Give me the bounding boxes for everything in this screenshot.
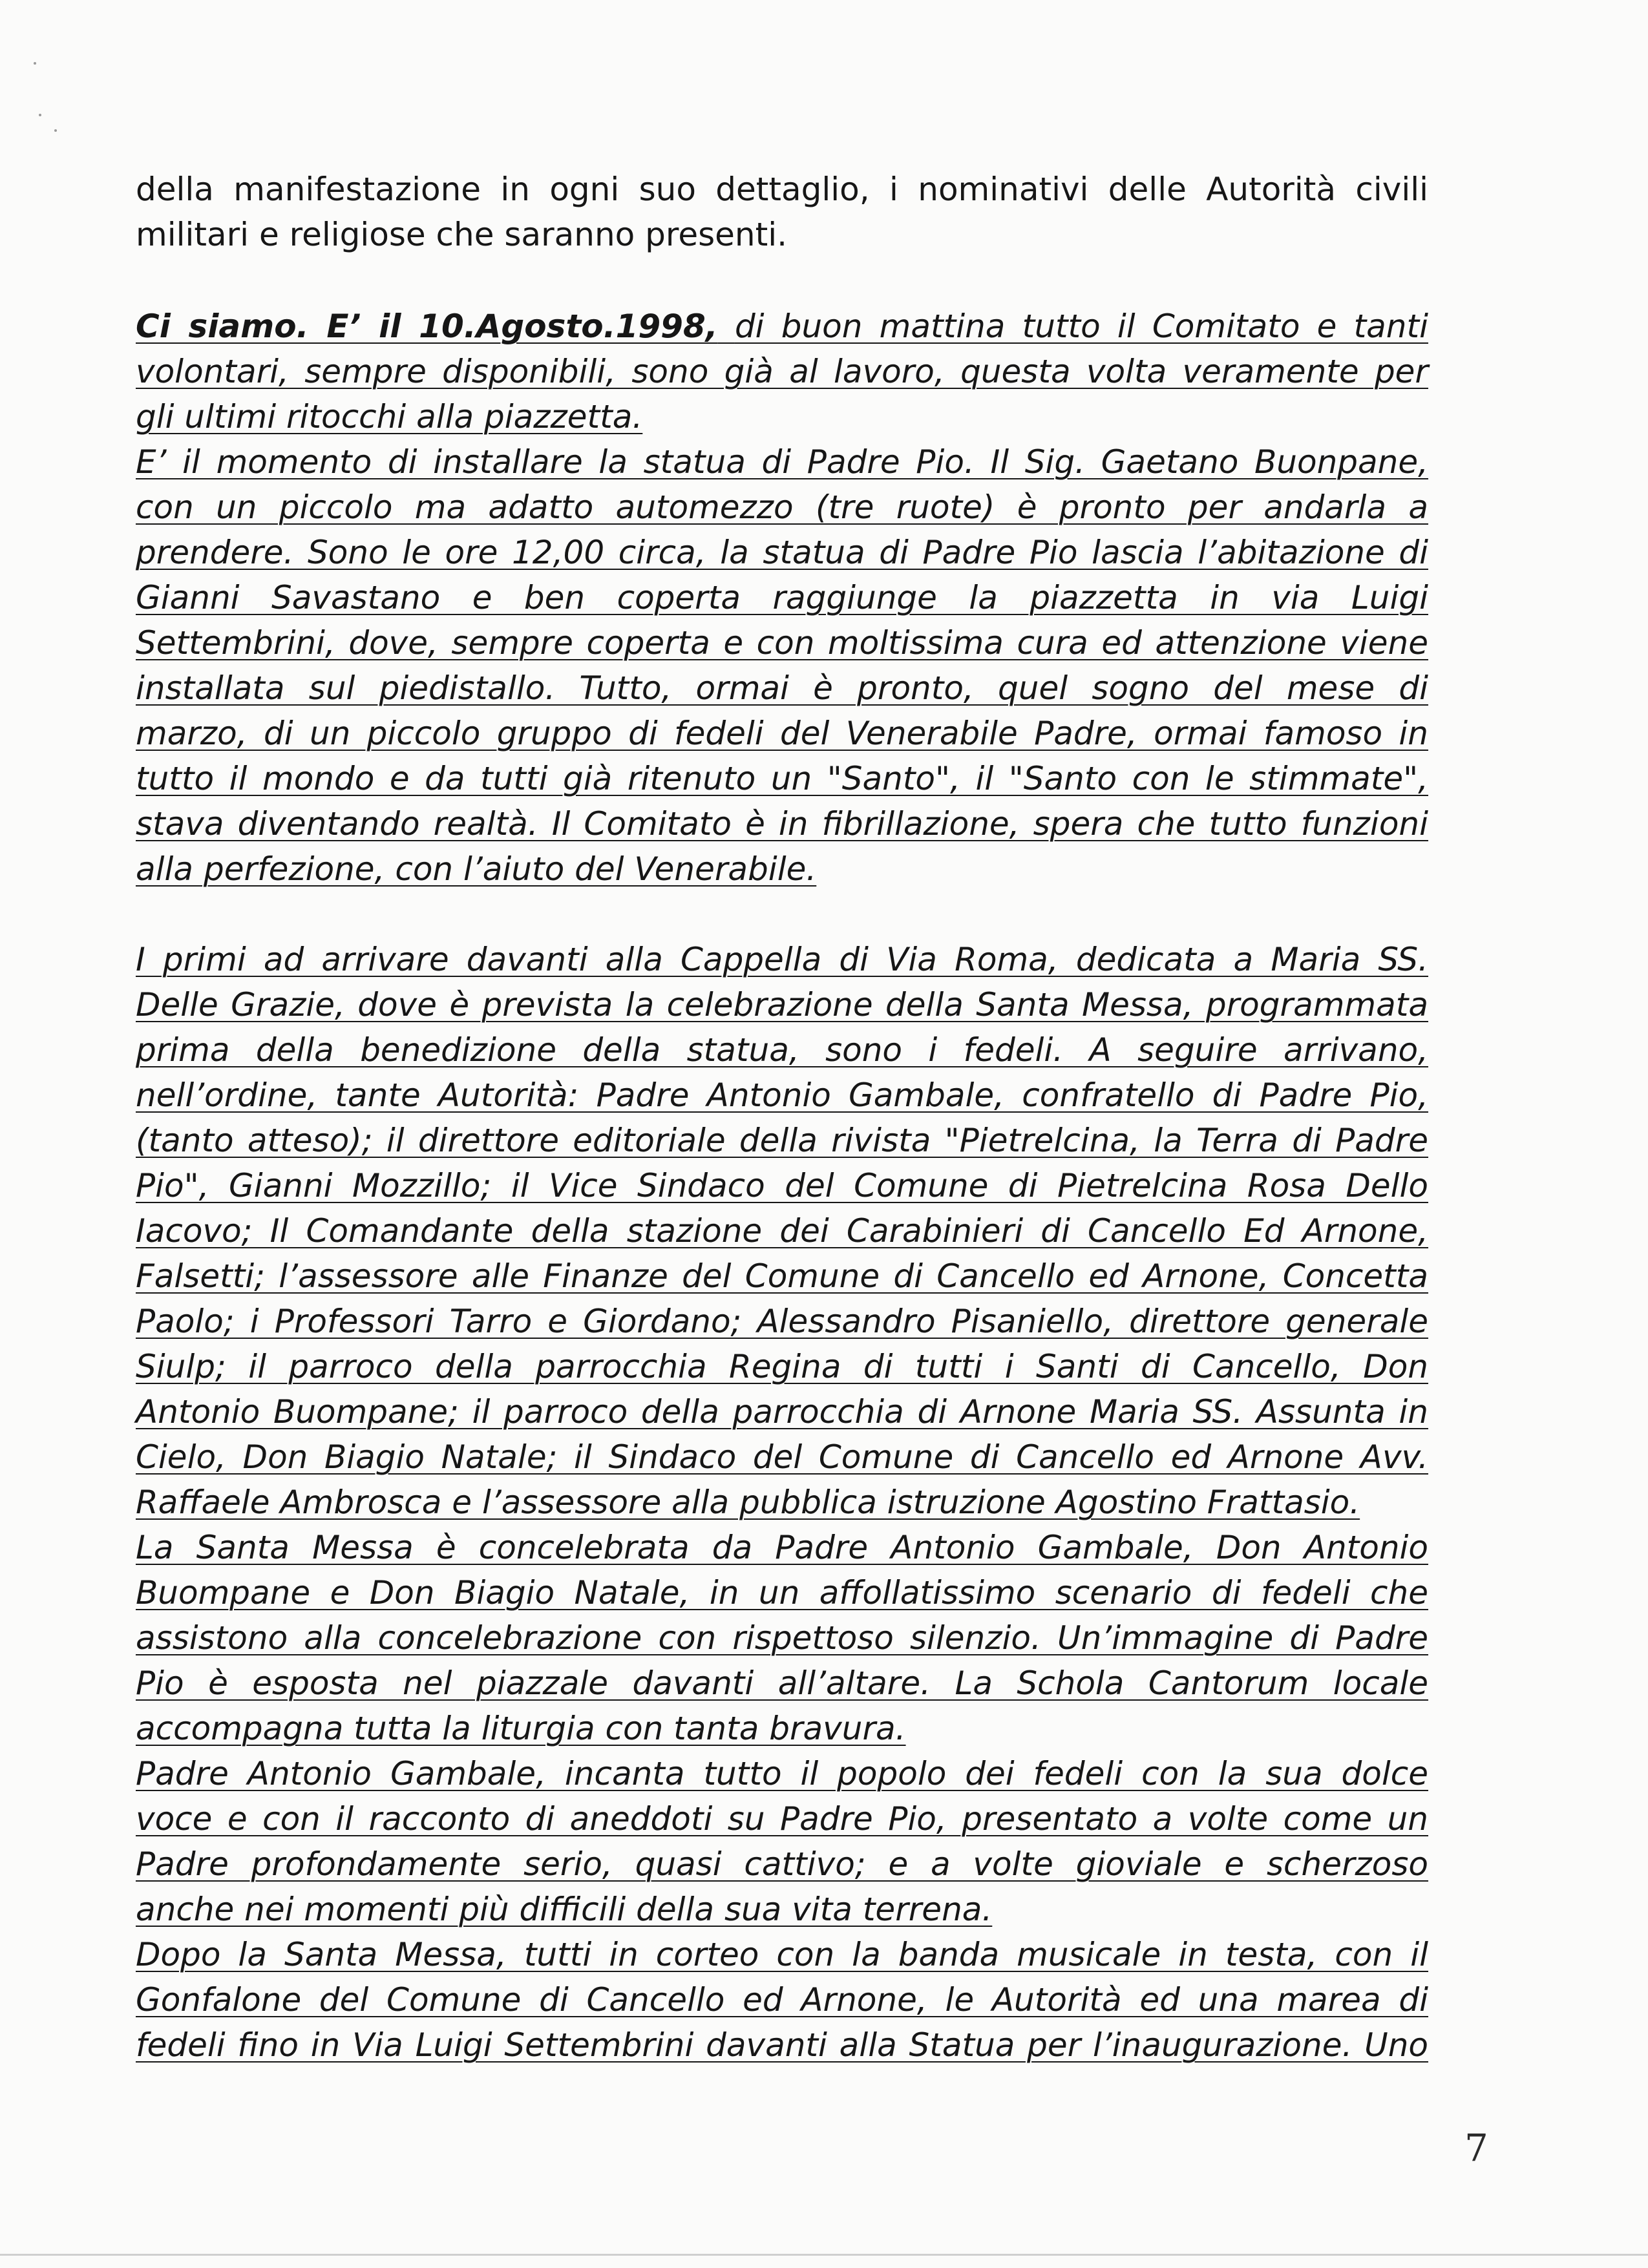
text-line: Padre Antonio Gambale, incanta tutto il popolo dei fedeli con la sua dolce	[136, 1755, 1428, 1792]
text-line: accompagna tutta la liturgia con tanta bravura.	[136, 1710, 906, 1747]
text-line: Raffaele Ambrosca e l’assessore alla pubblica istruzione Agostino Frattasio.	[136, 1484, 1360, 1521]
text-line: La Santa Messa è concelebrata da Padre Antonio Gambale, Don Antonio	[136, 1529, 1428, 1566]
page-number: 7	[1464, 2126, 1488, 2170]
text-line: Siulp; il parroco della parrocchia Regina di tutti i Santi di Cancello, Don	[136, 1348, 1428, 1385]
text-line: Paolo; i Professori Tarro e Giordano; Alessandro Pisaniello, direttore generale	[136, 1303, 1428, 1340]
text-line: Padre profondamente serio, quasi cattivo; e a volte gioviale e scherzoso	[136, 1845, 1428, 1883]
text-line: Delle Grazie, dove è prevista la celebrazione della Santa Messa, programmata	[136, 986, 1428, 1024]
text-line: tutto il mondo e da tutti già ritenuto un "Santo", il "Santo con le stimmate",	[136, 760, 1428, 797]
text-line: Gonfalone del Comune di Cancello ed Arnone, le Autorità ed una marea di	[136, 1981, 1428, 2019]
text-line: marzo, di un piccolo gruppo di fedeli del Venerabile Padre, ormai famoso in	[136, 715, 1428, 752]
text-line: E’ il momento di installare la statua di Padre Pio. Il Sig. Gaetano Buonpane,	[136, 443, 1428, 481]
text-line: Dopo la Santa Messa, tutti in corteo con la banda musicale in testa, con il	[136, 1936, 1428, 1973]
text-line: Ci siamo. E’ il 10.Agosto.1998, di buon mattina tutto il Comitato e tanti	[136, 308, 1428, 345]
text-line: Buompane e Don Biagio Natale, in un affollatissimo scenario di fedeli che	[136, 1574, 1428, 1612]
text-line: stava diventando realtà. Il Comitato è in fibrillazione, spera che tutto funzioni	[136, 805, 1428, 843]
text-line: Settembrini, dove, sempre coperta e con moltissima cura ed attenzione viene	[136, 624, 1428, 662]
scan-speck	[54, 129, 57, 132]
text-line: Pio è esposta nel piazzale davanti all’altare. La Schola Cantorum locale	[136, 1664, 1428, 1702]
scan-edge	[0, 2254, 1648, 2256]
text-line: militari e religiose che saranno presenti.	[136, 216, 787, 253]
text-line: Gianni Savastano e ben coperta raggiunge la piazzetta in via Luigi	[136, 579, 1428, 616]
text-line: prima della benedizione della statua, sono i fedeli. A seguire arrivano,	[136, 1031, 1428, 1069]
paragraph-installation	[136, 304, 1428, 892]
text-line: Cielo, Don Biagio Natale; il Sindaco del Comune di Cancello ed Arnone Avv.	[136, 1438, 1428, 1476]
text-line: I primi ad arrivare davanti alla Cappella di Via Roma, dedicata a Maria SS.	[136, 941, 1428, 978]
text-line: installata sul piedistallo. Tutto, ormai è pronto, quel sogno del mese di	[136, 669, 1428, 707]
text-line: prendere. Sono le ore 12,00 circa, la statua di Padre Pio lascia l’abitazione di	[136, 534, 1428, 571]
text-line: gli ultimi ritocchi alla piazzetta.	[136, 398, 643, 436]
scan-speck	[34, 62, 36, 65]
text-line: alla perfezione, con l’aiuto del Venerabile.	[136, 850, 817, 888]
text-line: Antonio Buompane; il parroco della parrocchia di Arnone Maria SS. Assunta in	[136, 1393, 1428, 1431]
text-line: voce e con il racconto di aneddoti su Padre Pio, presentato a volte come un	[136, 1800, 1428, 1838]
text-line: Pio", Gianni Mozzillo; il Vice Sindaco del Comune di Pietrelcina Rosa Dello	[136, 1167, 1428, 1204]
scan-speck	[39, 114, 41, 116]
paragraph-ceremony	[136, 937, 1428, 2068]
paragraph-intro	[136, 167, 1428, 257]
text-line: anche nei momenti più difficili della sua vita terrena.	[136, 1891, 993, 1928]
text-line: fedeli fino in Via Luigi Settembrini davanti alla Statua per l’inaugurazione. Uno	[136, 2026, 1428, 2064]
text-line: nell’ordine, tante Autorità: Padre Antonio Gambale, confratello di Padre Pio,	[136, 1076, 1428, 1114]
text-line: Iacovo; Il Comandante della stazione dei Carabinieri di Cancello Ed Arnone,	[136, 1212, 1428, 1250]
text-line: con un piccolo ma adatto automezzo (tre ruote) è pronto per andarla a	[136, 488, 1428, 526]
date-heading: Ci siamo. E’ il 10.Agosto.1998,	[136, 308, 718, 345]
text-line: assistono alla concelebrazione con rispettoso silenzio. Un’immagine di Padre	[136, 1619, 1428, 1657]
text-line: (tanto atteso); il direttore editoriale della rivista "Pietrelcina, la Terra di Padre	[136, 1122, 1428, 1159]
text-line: Falsetti; l’assessore alle Finanze del Comune di Cancello ed Arnone, Concetta	[136, 1257, 1428, 1295]
text-line: della manifestazione in ogni suo dettaglio, i nominativi delle Autorità civili	[136, 171, 1428, 208]
text-line: volontari, sempre disponibili, sono già al lavoro, questa volta veramente per	[136, 353, 1428, 390]
